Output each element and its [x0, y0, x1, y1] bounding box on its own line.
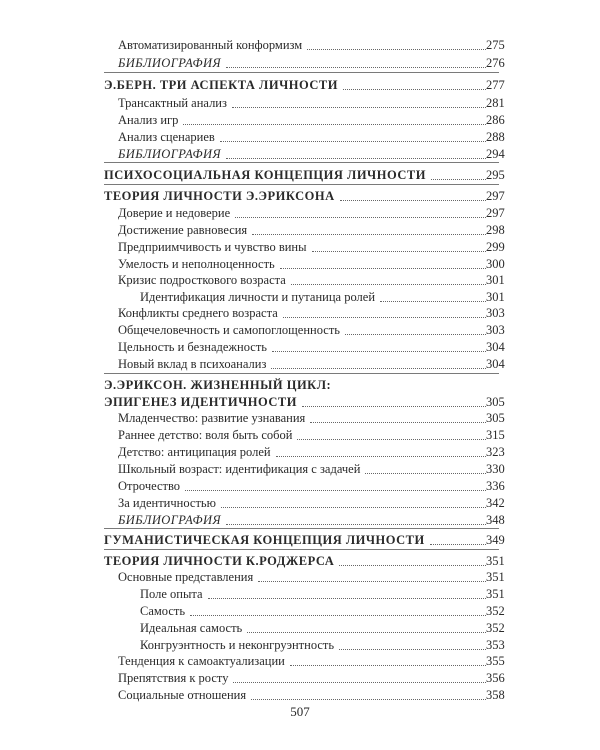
leader-dots [343, 89, 486, 90]
toc-entry-page: 305 [486, 411, 505, 425]
toc-entry-title: Достижение равновесия [118, 222, 250, 239]
toc-entry-page: 298 [486, 223, 505, 237]
toc-entry-page: 297 [486, 206, 505, 220]
toc-entry-page: 305 [486, 395, 505, 409]
toc-chapter-title: Э.БЕРН. ТРИ АСПЕКТА ЛИЧНОСТИ [104, 77, 341, 94]
toc-entry [0, 603, 600, 620]
leader-dots [430, 544, 486, 545]
toc-chapter-title: ТЕОРИЯ ЛИЧНОСТИ К.РОДЖЕРСА [104, 553, 337, 570]
toc-part [0, 167, 600, 184]
leader-dots [431, 179, 486, 180]
toc-entry-page: 352 [486, 604, 505, 618]
leader-dots [339, 649, 486, 650]
toc-entry-bibliography [0, 146, 600, 163]
toc-entry-title: Умелость и неполноценность [118, 256, 278, 273]
leader-dots [271, 368, 486, 369]
toc-entry-page: 299 [486, 240, 505, 254]
toc-entry-title: Анализ сценариев [118, 129, 218, 146]
leader-dots [291, 284, 486, 285]
toc-entry-page: 351 [486, 554, 505, 568]
leader-dots [297, 439, 486, 440]
leader-dots [233, 682, 486, 683]
leader-dots [307, 49, 486, 50]
toc-entry-title: Раннее детство: воля быть собой [118, 427, 295, 444]
toc-entry-title: Цельность и безнадежность [118, 339, 270, 356]
toc-entry [0, 569, 600, 586]
toc-entry-title: Кризис подросткового возраста [118, 272, 289, 289]
toc-entry-title: Отрочество [118, 478, 183, 495]
toc-entry [0, 478, 600, 495]
toc-entry [0, 410, 600, 427]
leader-dots [365, 473, 486, 474]
leader-dots [280, 268, 486, 269]
toc-entry-title: Социальные отношения [118, 687, 249, 704]
toc-part-title: ПСИХОСОЦИАЛЬНАЯ КОНЦЕПЦИЯ ЛИЧНОСТИ [104, 167, 429, 184]
toc-entry-title: Предприимчивость и чувство вины [118, 239, 310, 256]
toc-entry-title: БИБЛИОГРАФИЯ [118, 512, 224, 529]
leader-dots [208, 598, 486, 599]
leader-dots [226, 158, 486, 159]
toc-entry-page: 348 [486, 513, 505, 527]
toc-entry [0, 289, 600, 306]
leader-dots [235, 217, 486, 218]
toc-entry-page: 303 [486, 323, 505, 337]
section-rule [104, 528, 499, 529]
toc-entry-title: Самость [140, 603, 188, 620]
toc-entry-title: Младенчество: развитие узнавания [118, 410, 308, 427]
toc-entry [0, 670, 600, 687]
leader-dots [276, 456, 486, 457]
toc-entry-title: Школьный возраст: идентификация с задачей [118, 461, 363, 478]
toc-entry-title: Общечеловечность и самопоглощенность [118, 322, 343, 339]
toc-entry [0, 653, 600, 670]
toc-entry-title: Препятствия к росту [118, 670, 231, 687]
leader-dots [232, 107, 486, 108]
toc-entry-page: 358 [486, 688, 505, 702]
toc-entry [0, 586, 600, 603]
toc-part-title: ГУМАНИСТИЧЕСКАЯ КОНЦЕПЦИЯ ЛИЧНОСТИ [104, 532, 428, 549]
toc-chapter [0, 394, 600, 411]
toc-entry [0, 339, 600, 356]
toc-entry-title: Доверие и недоверие [118, 205, 233, 222]
leader-dots [185, 490, 486, 491]
leader-dots [220, 141, 486, 142]
leader-dots [380, 301, 486, 302]
toc-entry-page: 297 [486, 189, 505, 203]
leader-dots [312, 251, 486, 252]
leader-dots [340, 200, 486, 201]
toc-entry-page: 301 [486, 290, 505, 304]
leader-dots [302, 406, 486, 407]
toc-entry-page: 300 [486, 257, 505, 271]
leader-dots [290, 665, 486, 666]
toc-entry-page: 315 [486, 428, 505, 442]
toc-entry [0, 322, 600, 339]
toc-entry-page: 276 [486, 56, 505, 70]
toc-entry-page: 277 [486, 78, 505, 92]
leader-dots [226, 524, 486, 525]
toc-entry-title: БИБЛИОГРАФИЯ [118, 146, 224, 163]
toc-entry-page: 301 [486, 273, 505, 287]
toc-entry-page: 304 [486, 357, 505, 371]
toc-entry-bibliography [0, 512, 600, 529]
section-rule [104, 549, 499, 550]
toc-entry-page: 353 [486, 638, 505, 652]
toc-entry-title: Анализ игр [118, 112, 181, 129]
toc-entry-page: 342 [486, 496, 505, 510]
leader-dots [272, 351, 486, 352]
toc-entry-page: 355 [486, 654, 505, 668]
section-rule [104, 184, 499, 185]
toc-entry [0, 495, 600, 512]
toc-chapter-title: ЭПИГЕНЕЗ ИДЕНТИЧНОСТИ [104, 394, 300, 411]
section-rule [104, 373, 499, 374]
toc-chapter-title-line1: Э.ЭРИКСОН. ЖИЗНЕННЫЙ ЦИКЛ: [104, 378, 332, 392]
toc-entry-page: 352 [486, 621, 505, 635]
toc-entry-page: 336 [486, 479, 505, 493]
leader-dots [221, 507, 486, 508]
toc-entry [0, 37, 600, 54]
toc-entry-title: Новый вклад в психоанализ [118, 356, 269, 373]
toc-entry-page: 275 [486, 38, 505, 52]
toc-entry-title: Основные представления [118, 569, 256, 586]
toc-entry-page: 349 [486, 533, 505, 547]
toc-entry-title: Детство: антиципация ролей [118, 444, 274, 461]
toc-entry-page: 351 [486, 570, 505, 584]
toc-entry [0, 687, 600, 704]
toc-entry-title: Конфликты среднего возраста [118, 305, 281, 322]
toc-entry-page: 303 [486, 306, 505, 320]
page-number: 507 [290, 704, 310, 719]
toc-entry [0, 222, 600, 239]
toc-entry [0, 356, 600, 373]
toc-entry-title: За идентичностью [118, 495, 219, 512]
toc-entry-title: Идентификация личности и путаница ролей [140, 289, 378, 306]
leader-dots [339, 565, 486, 566]
toc-chapter [0, 77, 600, 94]
toc-entry [0, 427, 600, 444]
leader-dots [283, 317, 486, 318]
toc-entry-title: Поле опыта [140, 586, 206, 603]
toc-chapter [0, 188, 600, 205]
toc-entry [0, 637, 600, 654]
toc-entry-page: 330 [486, 462, 505, 476]
toc-entry [0, 95, 600, 112]
toc-entry [0, 620, 600, 637]
toc-entry [0, 305, 600, 322]
toc-entry-bibliography [0, 55, 600, 72]
section-rule [104, 72, 499, 73]
leader-dots [226, 67, 486, 68]
toc-entry [0, 112, 600, 129]
toc-entry-title: Автоматизированный конформизм [118, 37, 305, 54]
toc-entry [0, 444, 600, 461]
toc-entry-page: 281 [486, 96, 505, 110]
toc-entry [0, 129, 600, 146]
toc-entry [0, 239, 600, 256]
toc-entry-page: 323 [486, 445, 505, 459]
toc-entry-page: 356 [486, 671, 505, 685]
toc-entry-page: 294 [486, 147, 505, 161]
section-rule [104, 162, 499, 163]
toc-chapter [0, 553, 600, 570]
toc-entry-page: 295 [486, 168, 505, 182]
leader-dots [247, 632, 486, 633]
leader-dots [310, 422, 486, 423]
leader-dots [190, 615, 486, 616]
leader-dots [183, 124, 486, 125]
toc-entry-page: 286 [486, 113, 505, 127]
leader-dots [251, 699, 486, 700]
leader-dots [258, 581, 486, 582]
toc-entry-page: 304 [486, 340, 505, 354]
toc-entry [0, 256, 600, 273]
leader-dots [252, 234, 486, 235]
toc-entry-title: Тенденция к самоактуализации [118, 653, 288, 670]
toc-entry-title: Конгруэнтность и неконгруэнтность [140, 637, 337, 654]
toc-entry-title: Трансактный анализ [118, 95, 230, 112]
toc-entry [0, 205, 600, 222]
toc-entry-title: БИБЛИОГРАФИЯ [118, 55, 224, 72]
toc-entry [0, 272, 600, 289]
leader-dots [345, 334, 486, 335]
toc-chapter-title: ТЕОРИЯ ЛИЧНОСТИ Э.ЭРИКСОНА [104, 188, 338, 205]
toc-entry-page: 288 [486, 130, 505, 144]
toc-part [0, 532, 600, 549]
toc-entry-page: 351 [486, 587, 505, 601]
toc-entry-title: Идеальная самость [140, 620, 245, 637]
toc-entry [0, 461, 600, 478]
